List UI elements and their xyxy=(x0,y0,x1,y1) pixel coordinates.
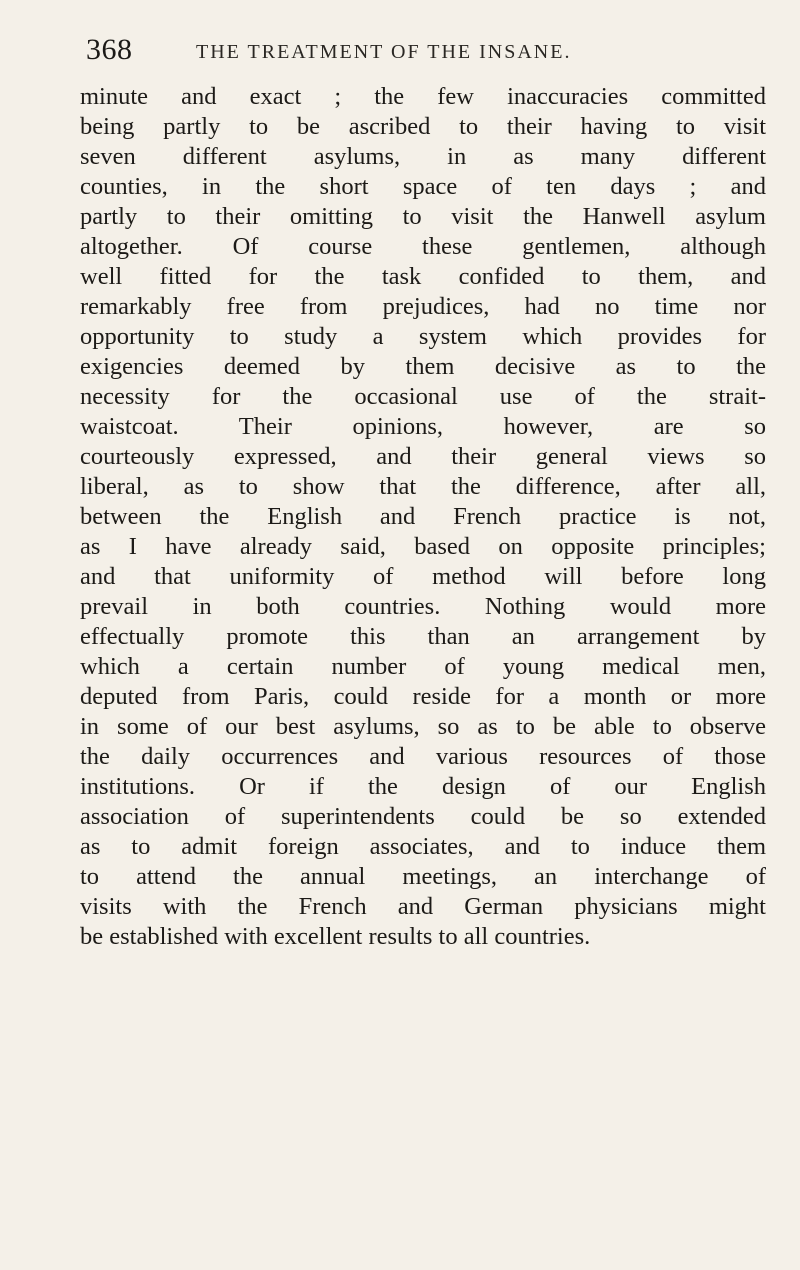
text-line: necessity for the occasional use of the strait- xyxy=(80,383,766,410)
text-line: being partly to be ascribed to their having to visit xyxy=(80,113,766,140)
text-line: the daily occurrences and various resources of those xyxy=(80,743,766,770)
text-line: courteously expressed, and their general views so xyxy=(80,443,766,470)
text-line: effectually promote this than an arrangement by xyxy=(80,623,766,650)
text-line: altogether. Of course these gentlemen, although xyxy=(80,233,766,260)
text-line: liberal, as to show that the difference, after all, xyxy=(80,473,766,500)
text-line: to attend the annual meetings, an interchange of xyxy=(80,863,766,890)
page-number: 368 xyxy=(86,33,133,66)
text-line: deputed from Paris, could reside for a month or more xyxy=(80,683,766,710)
text-line: institutions. Or if the design of our English xyxy=(80,773,766,800)
text-line: as to admit foreign associates, and to induce them xyxy=(80,833,766,860)
text-line-last: be established with excellent results to all countries. xyxy=(80,923,591,950)
text-line: prevail in both countries. Nothing would more xyxy=(80,593,766,620)
running-head: THE TREATMENT OF THE INSANE. xyxy=(196,41,572,63)
text-line: between the English and French practice is not, xyxy=(80,503,766,530)
text-line: minute and exact ; the few inaccuracies committed xyxy=(80,83,766,110)
text-line: waistcoat. Their opinions, however, are so xyxy=(80,413,766,440)
page-header xyxy=(86,32,762,68)
text-line: which a certain number of young medical men, xyxy=(80,653,766,680)
body-text xyxy=(80,82,766,952)
text-line: remarkably free from prejudices, had no time nor xyxy=(80,293,766,320)
text-line: well fitted for the task confided to them, and xyxy=(80,263,766,290)
text-line: and that uniformity of method will before long xyxy=(80,563,766,590)
text-line: as I have already said, based on opposite principles; xyxy=(80,533,766,560)
text-line: in some of our best asylums, so as to be able to observe xyxy=(80,713,766,740)
text-line: partly to their omitting to visit the Hanwell asylum xyxy=(80,203,766,230)
text-line: counties, in the short space of ten days ; and xyxy=(80,173,766,200)
text-line: association of superintendents could be so extended xyxy=(80,803,766,830)
text-line: seven different asylums, in as many different xyxy=(80,143,766,170)
text-line: visits with the French and German physicians might xyxy=(80,893,766,920)
text-line: exigencies deemed by them decisive as to the xyxy=(80,353,766,380)
text-line: opportunity to study a system which provides for xyxy=(80,323,766,350)
